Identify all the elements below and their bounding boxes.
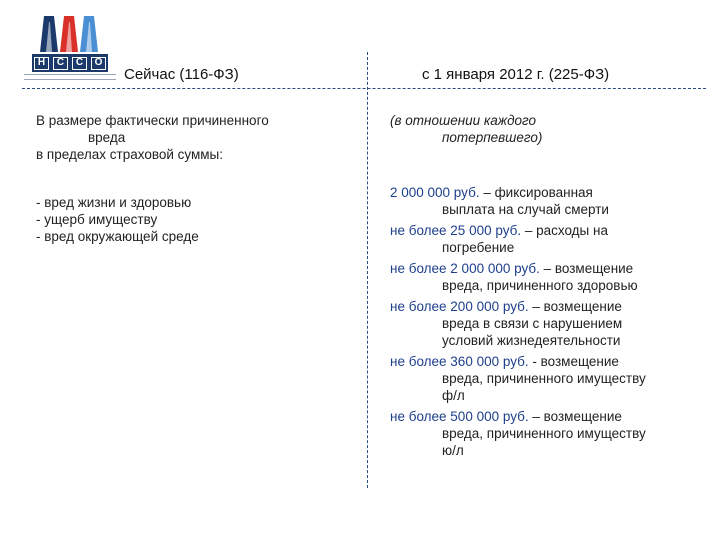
payout-item [390,408,690,459]
right-note [390,112,690,146]
payout-amount: 2 000 000 руб. [390,185,480,200]
nsso-logo [22,10,118,82]
logo-letter: О [91,57,106,70]
payout-text: условий жизнедеятельности [442,333,621,348]
payout-item [390,260,690,294]
payout-text: вреда, причиненного имуществу [442,426,646,441]
payout-item [390,184,690,218]
payout-text: погребение [442,240,515,255]
payout-text: ю/л [442,443,464,458]
note-line: потерпевшего) [442,130,543,145]
left-intro [36,112,346,163]
list-item: - вред жизни и здоровью [36,195,192,210]
payout-amount: не более 500 000 руб. [390,409,529,424]
payout-text: вреда, причиненного здоровью [442,278,638,293]
logo-caption [24,74,116,80]
left-damage-list [36,194,346,245]
payout-item [390,298,690,349]
payout-text: выплата на случай смерти [442,202,609,217]
list-item: - вред окружающей среде [36,229,199,244]
payout-text: - возмещение [528,354,619,369]
header-divider [22,88,706,89]
logo-letter: С [72,57,87,70]
payout-item [390,222,690,256]
intro-line: В размере фактически причиненного [36,113,269,128]
payout-text: – фиксированная [479,185,593,200]
payout-text: – расходы на [521,223,608,238]
payout-amount: не более 25 000 руб. [390,223,522,238]
payout-text: – возмещение [539,261,634,276]
payout-item [390,353,690,404]
logo-plate [32,54,108,72]
list-item: - ущерб имуществу [36,212,158,227]
right-column-title: с 1 января 2012 г. (225-ФЗ) [422,66,610,83]
logo-bars-icon [38,12,102,52]
payout-text: – возмещение [528,299,622,314]
payout-list [390,184,690,463]
payout-amount: не более 360 000 руб. [390,354,529,369]
payout-text: ф/л [442,388,465,403]
intro-line: вреда [88,130,126,145]
payout-text: – возмещение [528,409,622,424]
logo-letter: С [53,57,68,70]
payout-text: вреда в связи с нарушением [442,316,623,331]
payout-text: вреда, причиненного имуществу [442,371,646,386]
payout-amount: не более 2 000 000 руб. [390,261,540,276]
logo-letter: Н [34,57,49,70]
note-line: (в отношении каждого [390,113,537,128]
left-column-title: Сейчас (116-ФЗ) [124,66,239,83]
intro-line: в пределах страховой суммы: [36,147,224,162]
payout-amount: не более 200 000 руб. [390,299,529,314]
column-divider [367,52,368,488]
